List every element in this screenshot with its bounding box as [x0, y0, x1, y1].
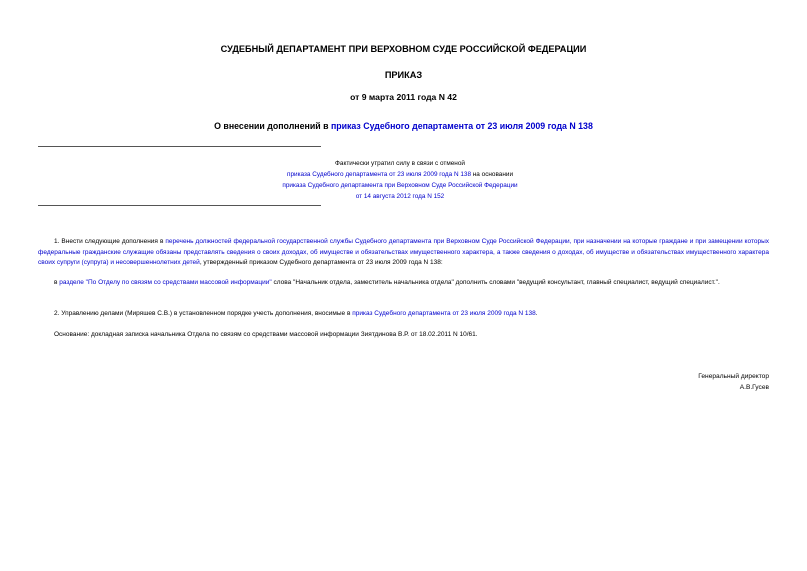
paragraph-3 [38, 309, 769, 320]
p1-text-a: 1. Внести следующие дополнения в [54, 238, 166, 245]
p3-link[interactable]: приказ Судебного департамента от 23 июля 2009 года N 138 [352, 310, 536, 317]
status-text-2: на основании [471, 171, 514, 178]
p1-text-b: , утвержденный приказом Судебного департамента от 23 июля 2009 года N 138: [199, 259, 443, 266]
title-prefix: О внесении дополнений в [214, 121, 331, 131]
p2-link[interactable]: разделе "По Отделу по связям со средствами массовой информации" [59, 279, 272, 286]
paragraph-1 [38, 237, 769, 269]
status-link-3[interactable]: от 14 августа 2012 года N 152 [355, 193, 445, 200]
paragraph-2 [38, 278, 769, 289]
p1-link[interactable]: перечень должностей федеральной государственной службы Судебного департамента при Верховном Суде Российской Федерации, при назначении на которые граждане и при замещении которых федеральные гражданские служащие обязаны представлять сведения о своих доходах, об имуществе и обязательствах имущественного характера, а также сведения о доходах, об имуществе и обязательствах имущественного характера своих супруги (супруга) и несовершеннолетних детей [38, 238, 770, 266]
department-heading: СУДЕБНЫЙ ДЕПАРТАМЕНТ ПРИ ВЕРХОВНОМ СУДЕ РОССИЙСКОЙ ФЕДЕРАЦИИ [220, 44, 587, 54]
status-note-line2 [160, 169, 640, 180]
signature-position: Генеральный директор [698, 373, 769, 380]
signature-name: А.В.Гусев [739, 383, 769, 391]
divider-bottom [38, 205, 321, 206]
status-note-line4 [160, 191, 640, 202]
p3-text-a: 2. Управлению делами (Миряшев С.В.) в установленном порядке учесть дополнения, вносимые в [54, 310, 353, 317]
paragraph-basis: Основание: докладная записка начальника Отдела по связям со средствами массовой информации Зиятдинова В.Р. от 18.02.2011 N 10/61. [54, 331, 478, 338]
status-note [160, 158, 640, 202]
status-note-line3 [160, 180, 640, 191]
p2-text-b: слова "Начальник отдела, заместитель начальника отдела" дополнить словами "ведущий консультант, главный специалист, ведущий специалист.". [271, 279, 720, 286]
p2-text-a: в [54, 279, 60, 286]
divider-top [38, 146, 321, 147]
status-note-line1: Фактически утратил силу в связи с отменой [335, 160, 465, 167]
status-link-2[interactable]: приказа Судебного департамента при Верховном Суде Российской Федерации [282, 182, 518, 189]
signature-block [698, 372, 769, 393]
document-type: ПРИКАЗ [384, 70, 423, 80]
status-link-1[interactable]: приказа Судебного департамента от 23 июля 2009 года N 138 [286, 171, 471, 178]
document-title [0, 121, 807, 131]
title-link[interactable]: приказ Судебного департамента от 23 июля 2009 года N 138 [330, 121, 593, 131]
p3-text-b: . [535, 310, 538, 317]
document-date: от 9 марта 2011 года N 42 [350, 92, 457, 102]
